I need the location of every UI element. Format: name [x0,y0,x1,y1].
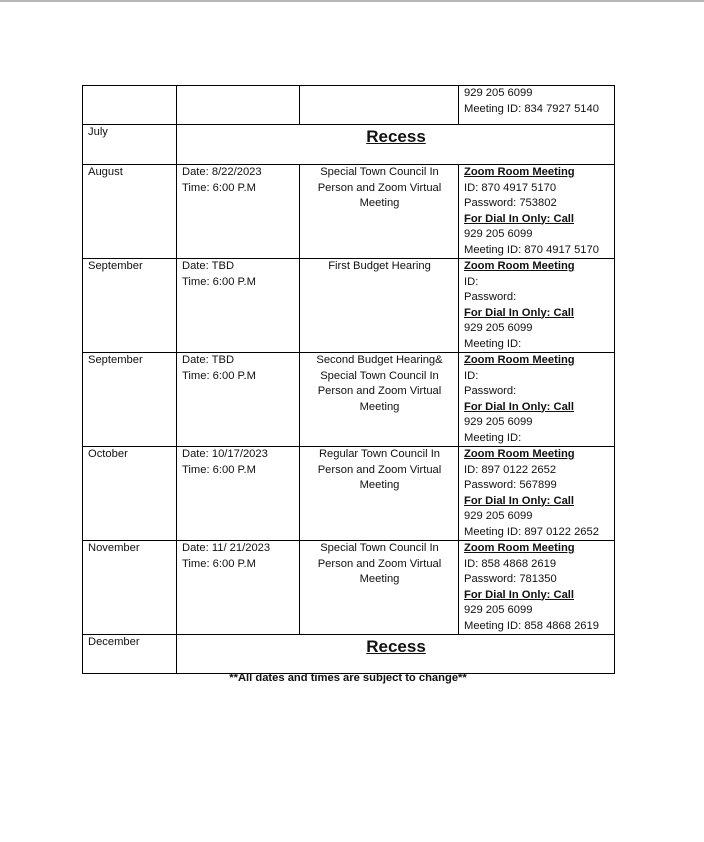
meeting-date: Date: TBD [182,260,235,272]
date-cell [177,259,300,353]
meeting-time: Time: 6:00 P.M [182,181,256,194]
month-cell: September [83,353,177,447]
meeting-id: Meeting ID: [464,337,522,350]
zoom-info-cell [459,447,615,541]
table-row [83,447,615,541]
meeting-id: Meeting ID: 897 0122 2652 [464,525,599,538]
meeting-id: Meeting ID: 858 4868 2619 [464,619,599,632]
zoom-info-cell [459,259,615,353]
meeting-time: Time: 6:00 P.M [182,275,256,288]
date-cell [177,447,300,541]
date-cell [177,86,300,125]
month-cell: October [83,447,177,541]
zoom-id: ID: [464,275,479,288]
date-cell [177,165,300,259]
event-description: First Budget Hearing [328,260,431,272]
dial-phone: 929 205 6099 [464,510,533,522]
window-top-border [0,0,704,2]
event-description: Second Budget Hearing& Special Town Council In Person and Zoom Virtual Meeting [316,354,443,413]
event-cell [300,541,459,635]
meeting-schedule-table [82,85,615,674]
recess-label: Recess [177,635,615,674]
meeting-date: Date: 11/ 21/2023 [182,542,271,554]
zoom-info-cell [459,86,615,125]
event-cell [300,259,459,353]
event-cell [300,447,459,541]
zoom-password: Password: [464,385,517,397]
date-cell [177,353,300,447]
recess-label: Recess [177,125,615,165]
zoom-info-cell [459,165,615,259]
table-row [83,541,615,635]
month-cell: December [83,635,177,674]
zoom-room-heading: Zoom Room Meeting [464,542,575,554]
zoom-info-cell [459,353,615,447]
month-cell: September [83,259,177,353]
meeting-date: Date: 8/22/2023 [182,166,262,178]
dial-phone: 929 205 6099 [464,322,533,334]
meeting-time: Time: 6:00 P.M [182,557,256,570]
dial-phone: 929 205 6099 [464,416,533,428]
zoom-id: ID: 870 4917 5170 [464,181,557,194]
dial-in-heading: For Dial In Only: Call [464,212,575,225]
event-cell [300,165,459,259]
month-cell [83,86,177,125]
dial-in-heading: For Dial In Only: Call [464,400,575,413]
zoom-room-heading: Zoom Room Meeting [464,354,575,366]
meeting-date: Date: 10/17/2023 [182,448,268,460]
event-description: Regular Town Council In Person and Zoom Virtual Meeting [317,448,442,491]
meeting-id: Meeting ID: 870 4917 5170 [464,243,599,256]
table-row [83,165,615,259]
table-row [83,353,615,447]
zoom-password: Password: 753802 [464,197,557,209]
dial-in-heading: For Dial In Only: Call [464,588,575,601]
zoom-id: ID: 858 4868 2619 [464,557,557,570]
month-cell: August [83,165,177,259]
zoom-password: Password: 781350 [464,573,557,585]
event-description: Special Town Council In Person and Zoom Virtual Meeting [317,542,442,585]
meeting-id: Meeting ID: 834 7927 5140 [464,102,599,115]
dial-in-heading: For Dial In Only: Call [464,306,575,319]
zoom-id: ID: 897 0122 2652 [464,463,557,476]
month-cell: July [83,125,177,165]
meeting-date: Date: TBD [182,354,235,366]
zoom-id: ID: [464,369,479,382]
dial-phone: 929 205 6099 [464,604,533,616]
table-row [83,86,615,125]
zoom-room-heading: Zoom Room Meeting [464,166,575,178]
table-row [83,259,615,353]
zoom-room-heading: Zoom Room Meeting [464,260,575,272]
zoom-password: Password: 567899 [464,479,557,491]
zoom-info-cell [459,541,615,635]
month-cell: November [83,541,177,635]
table-row [83,635,615,674]
event-description: Special Town Council In Person and Zoom Virtual Meeting [317,166,442,209]
disclaimer-footnote: **All dates and times are subject to change** [229,672,467,684]
meeting-time: Time: 6:00 P.M [182,369,256,382]
table-row [83,125,615,165]
dial-phone: 929 205 6099 [464,87,533,99]
zoom-room-heading: Zoom Room Meeting [464,448,575,460]
meeting-id: Meeting ID: [464,431,522,444]
dial-in-heading: For Dial In Only: Call [464,494,575,507]
date-cell [177,541,300,635]
meeting-time: Time: 6:00 P.M [182,463,256,476]
zoom-password: Password: [464,291,517,303]
event-cell [300,86,459,125]
event-cell [300,353,459,447]
dial-phone: 929 205 6099 [464,228,533,240]
